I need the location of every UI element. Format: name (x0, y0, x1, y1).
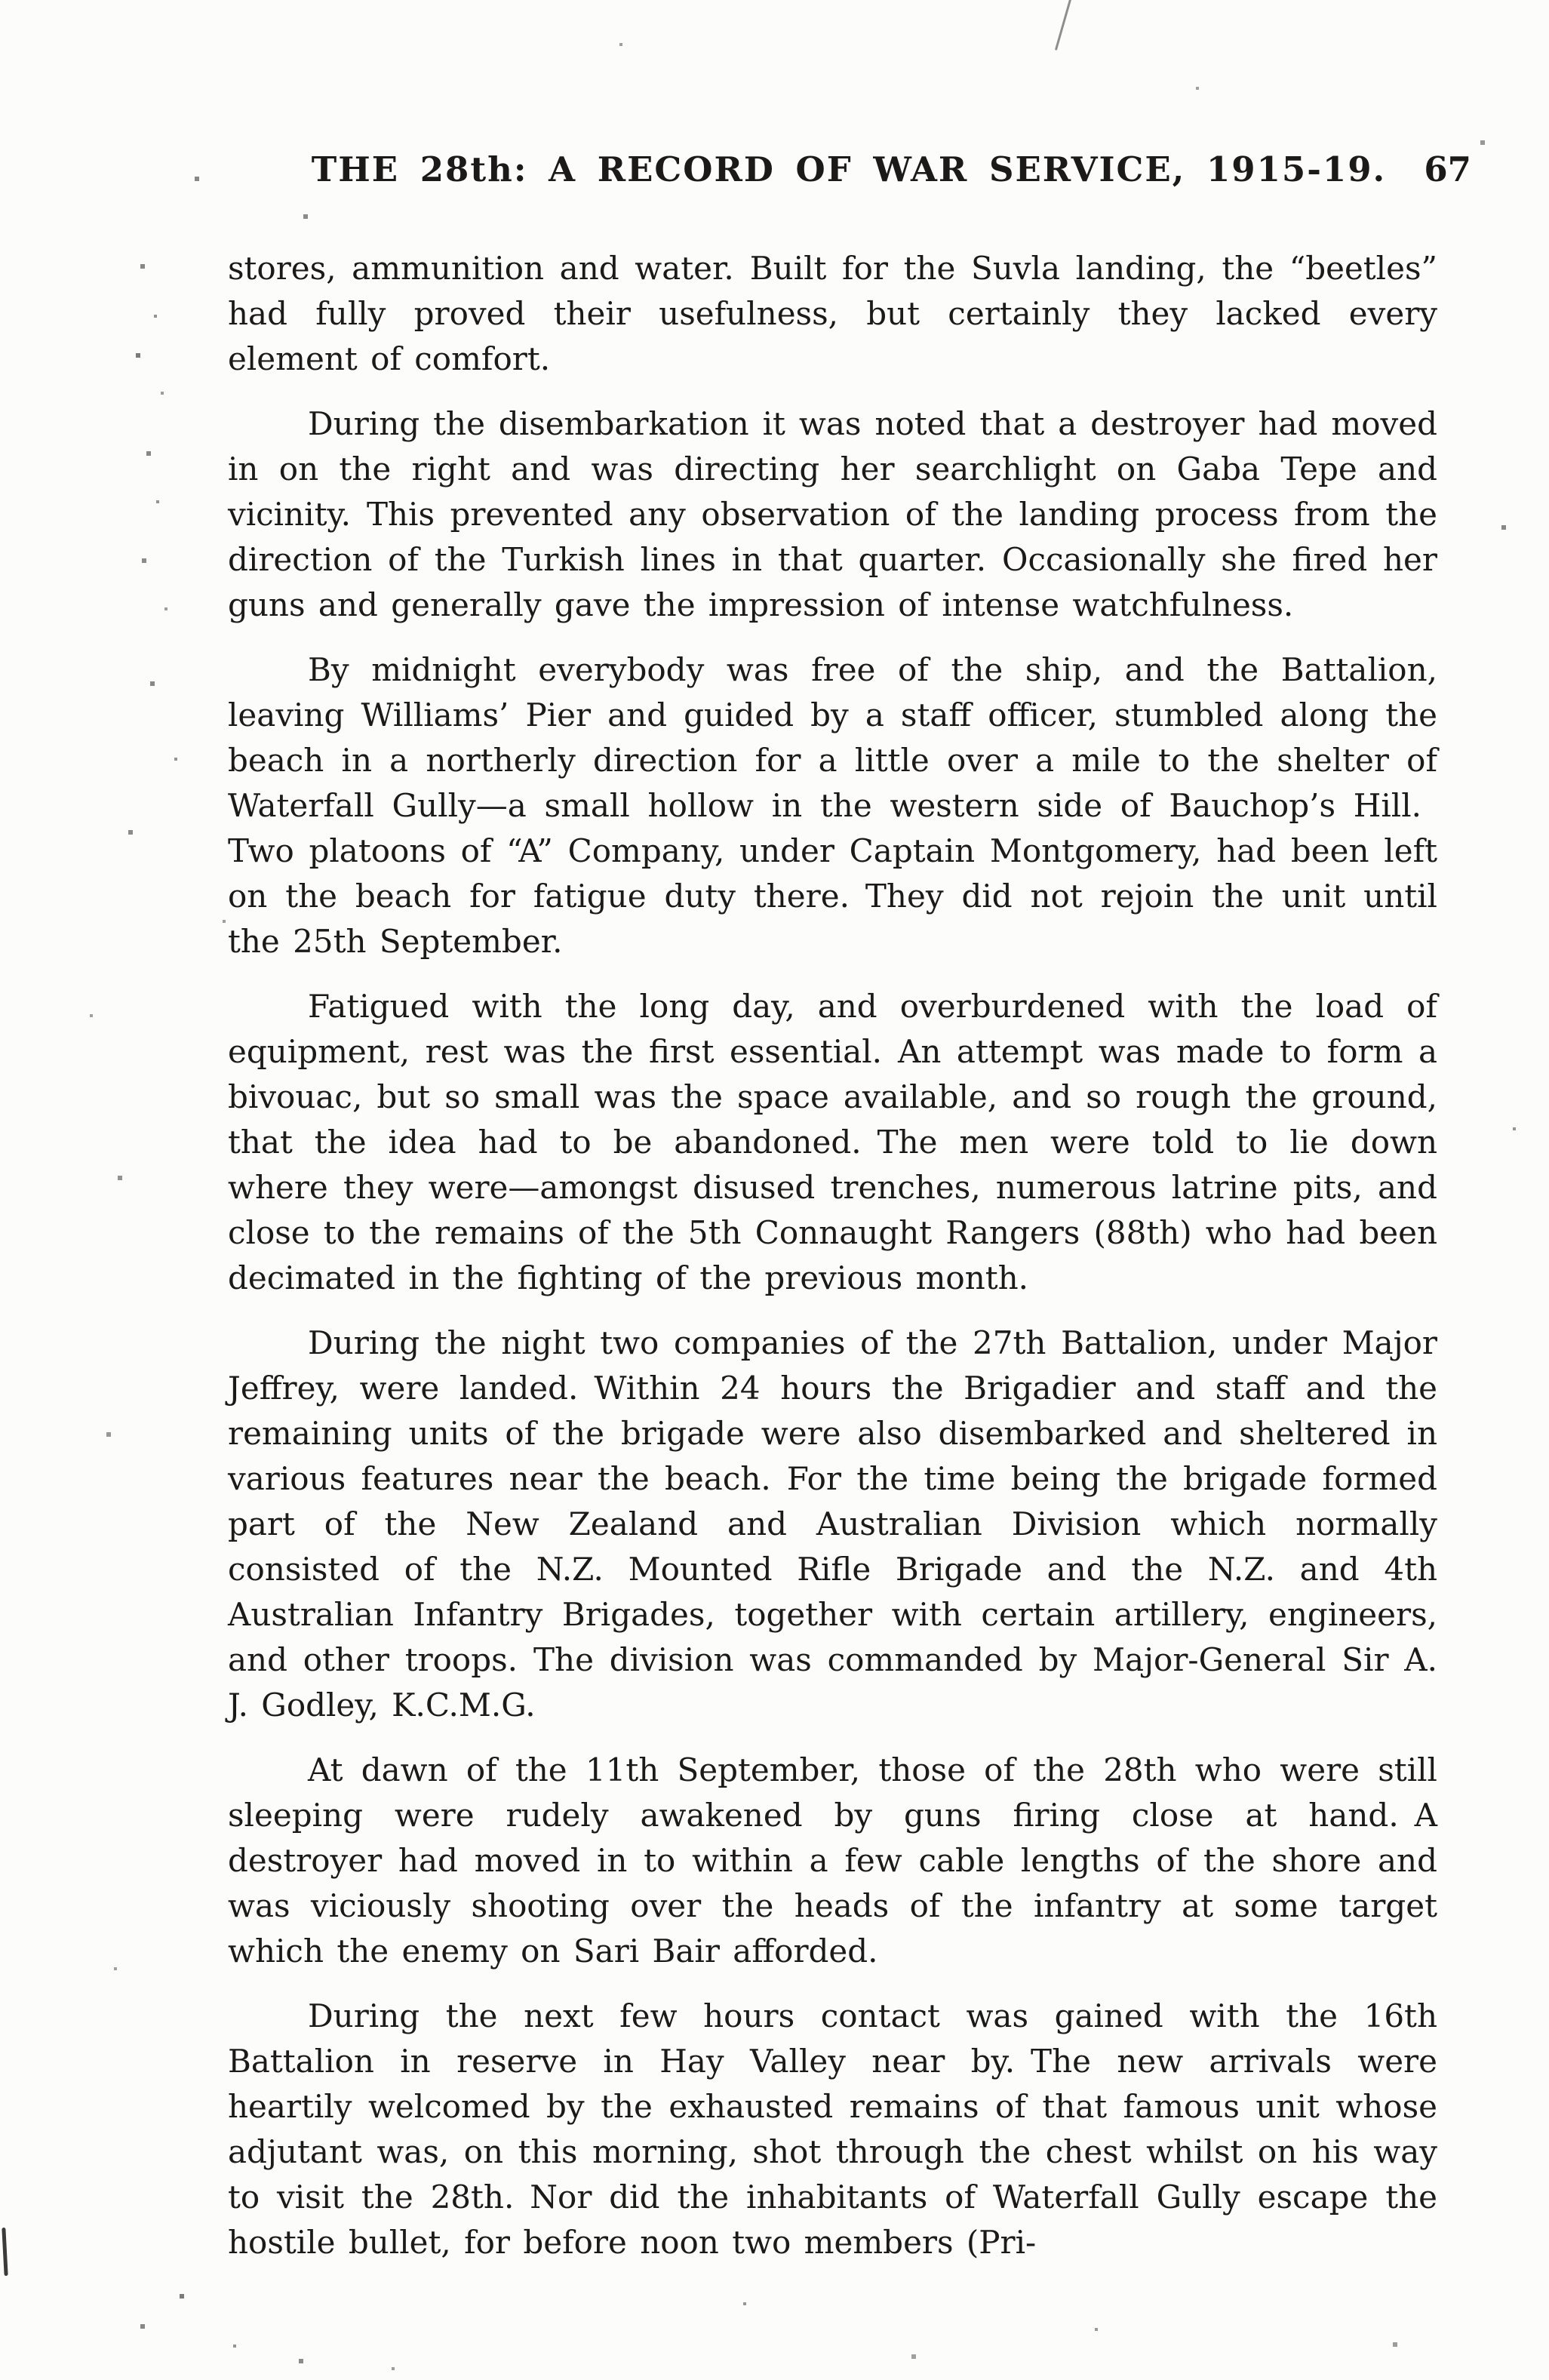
paragraph: By midnight everybody was free of the ship, and the Battalion, leaving Williams’ Pier and guided by a staff officer, stumbled along the beach in a northerly direction for a little over a mile to the shelter of Waterfall Gully—a small hollow in the western side of Bauchop’s Hill. Two platoons of “A” Company, under Captain Montgomery, had been left on the beach for fatigue duty there. They did not rejoin the unit until the 25th September. (228, 651, 1437, 960)
paragraph: Fatigued with the long day, and overburdened with the load of equipment, rest was the first essential. An attempt was made to form a bivouac, but so small was the space available, and so rough the ground, that the idea had to be abandoned. The men were told to lie down where they were—amongst disused trenches, numerous latrine pits, and close to the remains of the 5th Connaught Rangers (88th) who had been decimated in the fighting of the previous month. (228, 988, 1437, 1296)
paragraph: During the next few hours contact was gained with the 16th Battalion in reserve in Hay Valley near by. The new arrivals were heartily welcomed by the exhausted remains of that famous unit whose adjutant was, on this morning, shot through the chest whilst on his way to visit the 28th. Nor did the inhabitants of Waterfall Gully escape the hostile bullet, for before noon two members (Pri- (228, 1997, 1437, 2261)
pen-mark (1055, 0, 1072, 51)
paragraph: During the disembarkation it was noted that a destroyer had moved in on the right and was directing her searchlight on Gaba Tepe and vicinity. This prevented any observation of the landing process from the direction of the Turkish lines in that quarter. Occasionally she fired her guns and generally gave the impression of intense watchfulness. (228, 405, 1437, 623)
paragraph: At dawn of the 11th September, those of the 28th who were still sleeping were rudely awakened by guns firing close at hand. A destroyer had moved in to within a few cable lengths of the shore and was viciously shooting over the heads of the infantry at some target which the enemy on Sari Bair afforded. (228, 1751, 1437, 1969)
paragraph-continuation: stores, ammunition and water. Built for the Suvla landing, the “beetles” had fully proved their usefulness, but certainly they lacked every element of comfort. (228, 250, 1437, 377)
page-title: THE 28th: A RECORD OF WAR SERVICE, 1915-19. (311, 149, 1387, 189)
scan-edge-mark (2, 2228, 8, 2276)
scan-speckles (0, 0, 2, 2)
body-text (228, 246, 1437, 2285)
page-number: 67 (1424, 149, 1471, 189)
paragraph: During the night two companies of the 27th Battalion, under Major Jeffrey, were landed. Within 24 hours the Brigadier and staff and the remaining units of the brigade were also disembarked and sheltered in various features near the beach. For the time being the brigade formed part of the New Zealand and Australian Division which normally consisted of the N.Z. Mounted Rifle Brigade and the N.Z. and 4th Australian Infantry Brigades, together with certain artillery, engineers, and other troops. The division was commanded by Major-General Sir A. J. Godley, K.C.M.G. (228, 1324, 1437, 1724)
running-header (226, 149, 1471, 195)
